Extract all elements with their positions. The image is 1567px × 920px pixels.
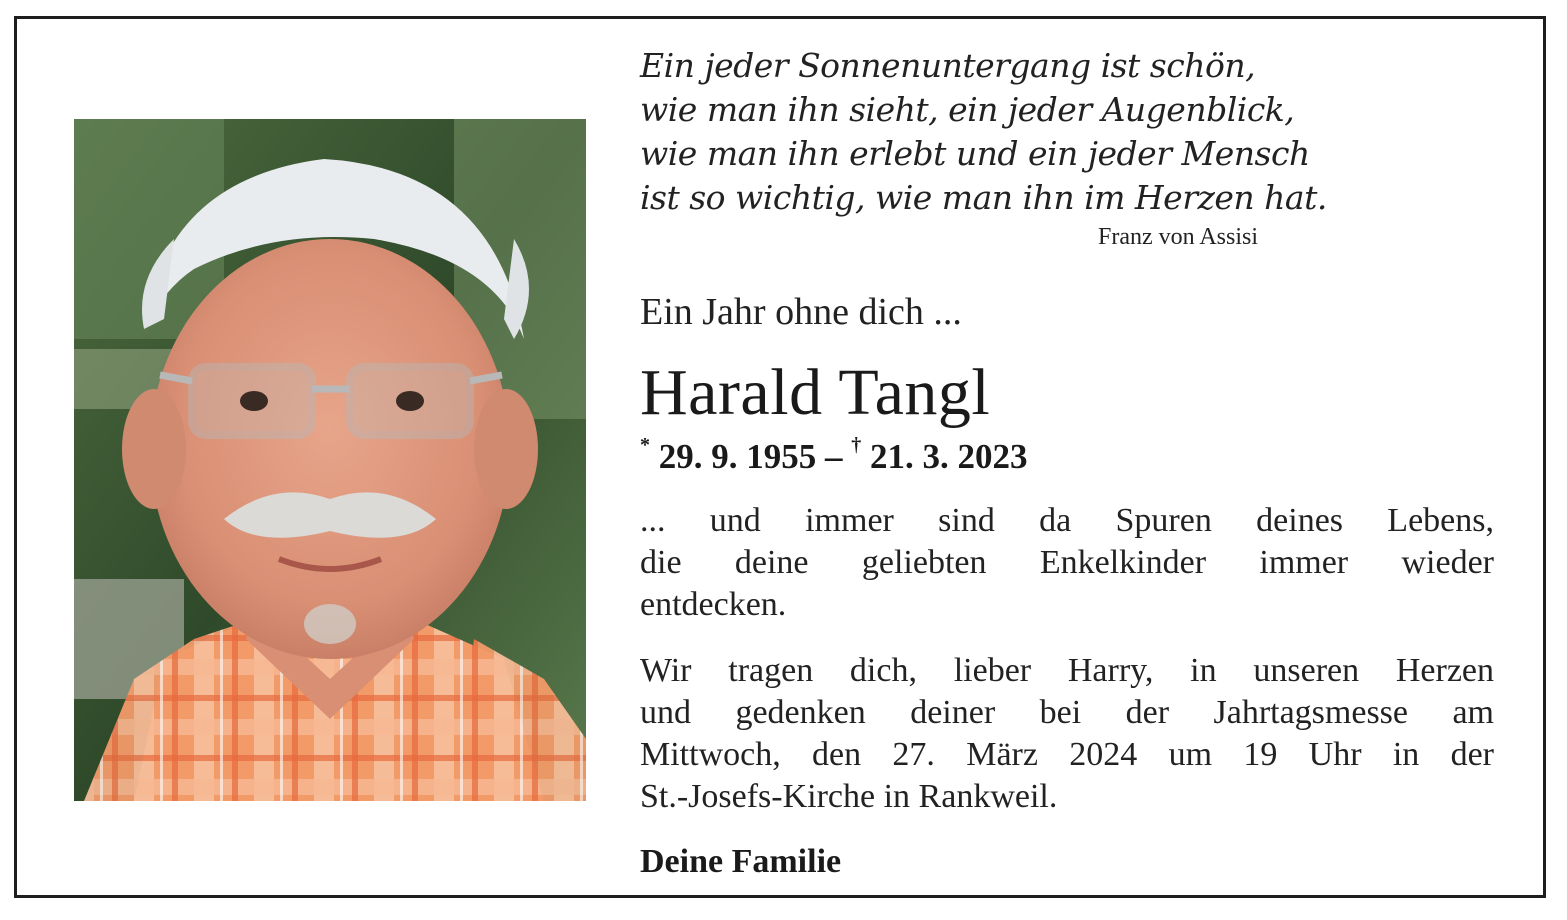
- signature: Deine Familie: [640, 843, 842, 880]
- portrait-photo: [74, 119, 586, 801]
- quote-line: wie man ihn erlebt und ein jeder Mensch: [640, 134, 1310, 173]
- life-dates: [640, 434, 1028, 477]
- paragraph-line: ... und immer sind da Spuren deines Lebens,: [640, 502, 1494, 539]
- paragraph-line: Mittwoch, den 27. März 2024 um 19 Uhr in der: [640, 736, 1494, 773]
- birth-date: 29. 9. 1955: [658, 437, 817, 476]
- birth-symbol: *: [640, 434, 650, 457]
- portrait-illustration: [74, 119, 586, 801]
- quote-line: wie man ihn sieht, ein jeder Augenblick,: [640, 90, 1295, 129]
- memorial-paragraph: [640, 500, 1494, 626]
- quote-author: Franz von Assisi: [1098, 224, 1259, 250]
- death-symbol: †: [851, 434, 862, 457]
- paragraph-line: St.-Josefs-Kirche in Rankweil.: [640, 778, 1058, 815]
- death-date: 21. 3. 2023: [870, 437, 1028, 476]
- mass-announcement: [640, 650, 1494, 818]
- intro-heading: Ein Jahr ohne dich ...: [640, 291, 962, 333]
- paragraph-line: die deine geliebten Enkelkinder immer wieder: [640, 544, 1494, 581]
- paragraph-line: und gedenken deiner bei der Jahrtagsmesse am: [640, 694, 1494, 731]
- paragraph-line: Wir tragen dich, lieber Harry, in unseren Herzen: [640, 652, 1494, 689]
- paragraph-line: entdecken.: [640, 586, 787, 623]
- quote-line: Ein jeder Sonnenuntergang ist schön,: [640, 46, 1256, 85]
- date-separator: –: [825, 437, 843, 476]
- quote-line: ist so wichtig, wie man ihn im Herzen hat.: [640, 178, 1327, 217]
- quote: [640, 44, 1327, 220]
- deceased-name: Harald Tangl: [640, 356, 991, 429]
